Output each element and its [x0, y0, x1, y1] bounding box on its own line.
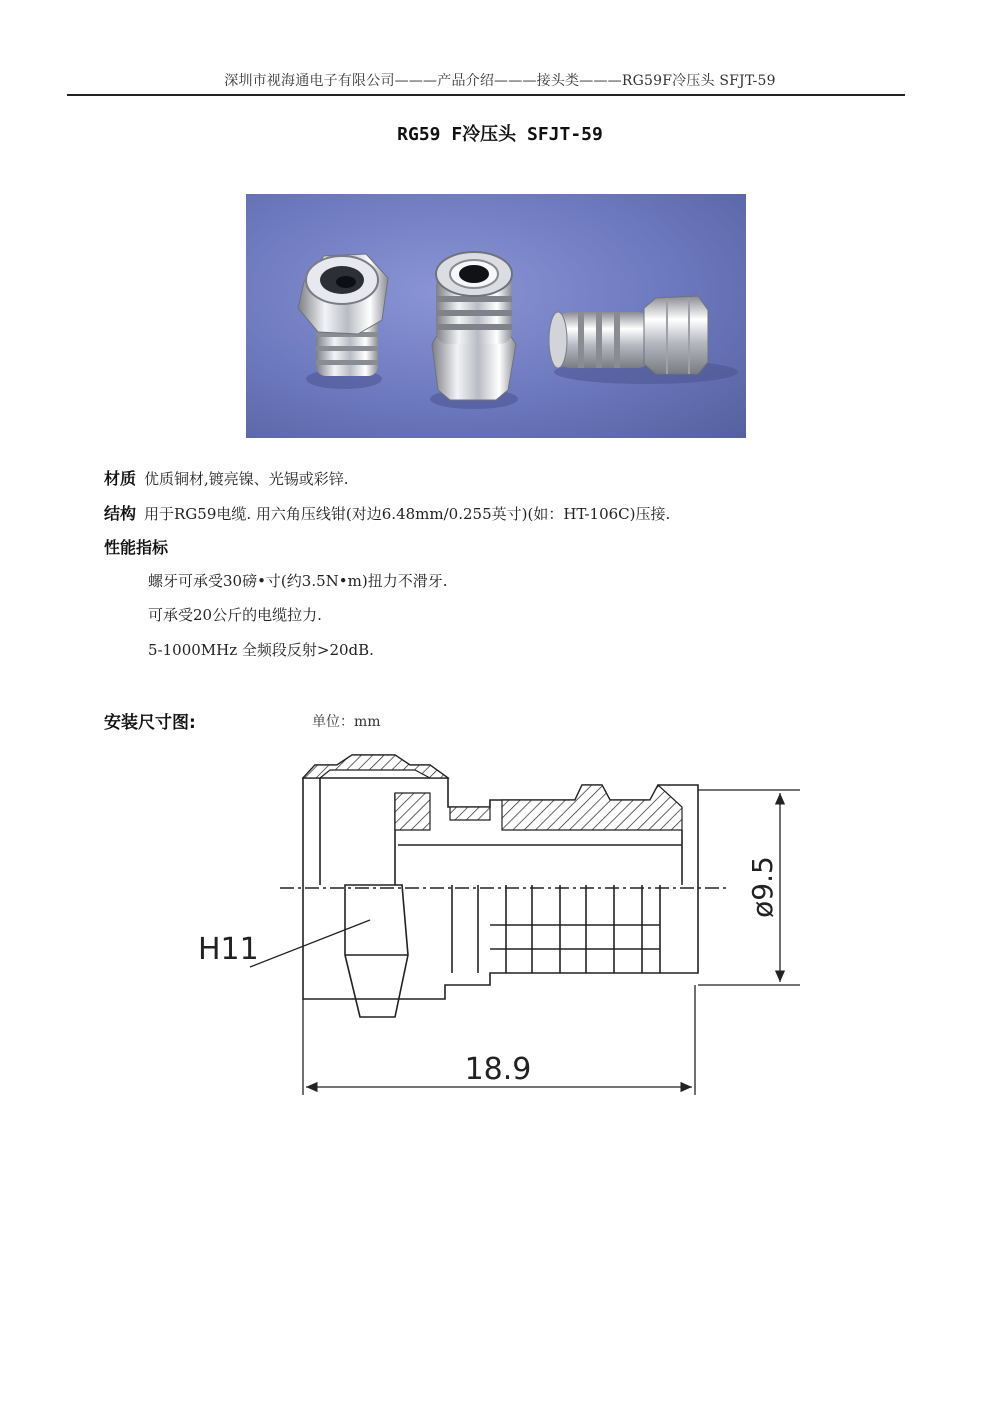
- spec-material-text: 优质铜材,镀亮镍、光锡或彩锌.: [144, 470, 349, 488]
- connector-middle: [430, 252, 518, 409]
- connector-right: [549, 296, 738, 384]
- hex-label: H11: [198, 932, 259, 967]
- header-divider: [67, 94, 905, 96]
- diameter-label: ø9.5: [746, 856, 779, 918]
- dimension-drawing-svg: [190, 745, 810, 1110]
- connector-left: [298, 254, 388, 389]
- install-title: 安装尺寸图:: [104, 713, 196, 733]
- page-title: RG59 F冷压头 SFJT-59: [397, 124, 603, 145]
- performance-line-3: 5-1000MHz 全频段反射>20dB.: [148, 641, 374, 659]
- performance-line-1: 螺牙可承受30磅•寸(约3.5N•m)扭力不滑牙.: [148, 572, 448, 590]
- spec-performance-label: 性能指标: [104, 538, 169, 557]
- spec-structure: [104, 501, 670, 524]
- spec-material: [104, 466, 349, 489]
- product-photo: [246, 194, 746, 438]
- length-label: 18.9: [464, 1052, 532, 1087]
- spec-performance: [104, 535, 176, 558]
- page-header: 深圳市视海通电子有限公司———产品介绍———接头类———RG59F冷压头 SFJT-59: [224, 73, 776, 89]
- dimension-drawing: [190, 745, 810, 1110]
- unit-label: 单位：mm: [312, 714, 381, 730]
- performance-line-2: 可承受20公斤的电缆拉力.: [148, 606, 322, 624]
- spec-material-label: 材质: [104, 469, 137, 488]
- spec-structure-label: 结构: [104, 504, 137, 523]
- spec-structure-text: 用于RG59电缆. 用六角压线钳(对边6.48mm/0.255英寸)(如：HT-106C)压接.: [144, 505, 671, 523]
- product-photo-art: [246, 194, 746, 438]
